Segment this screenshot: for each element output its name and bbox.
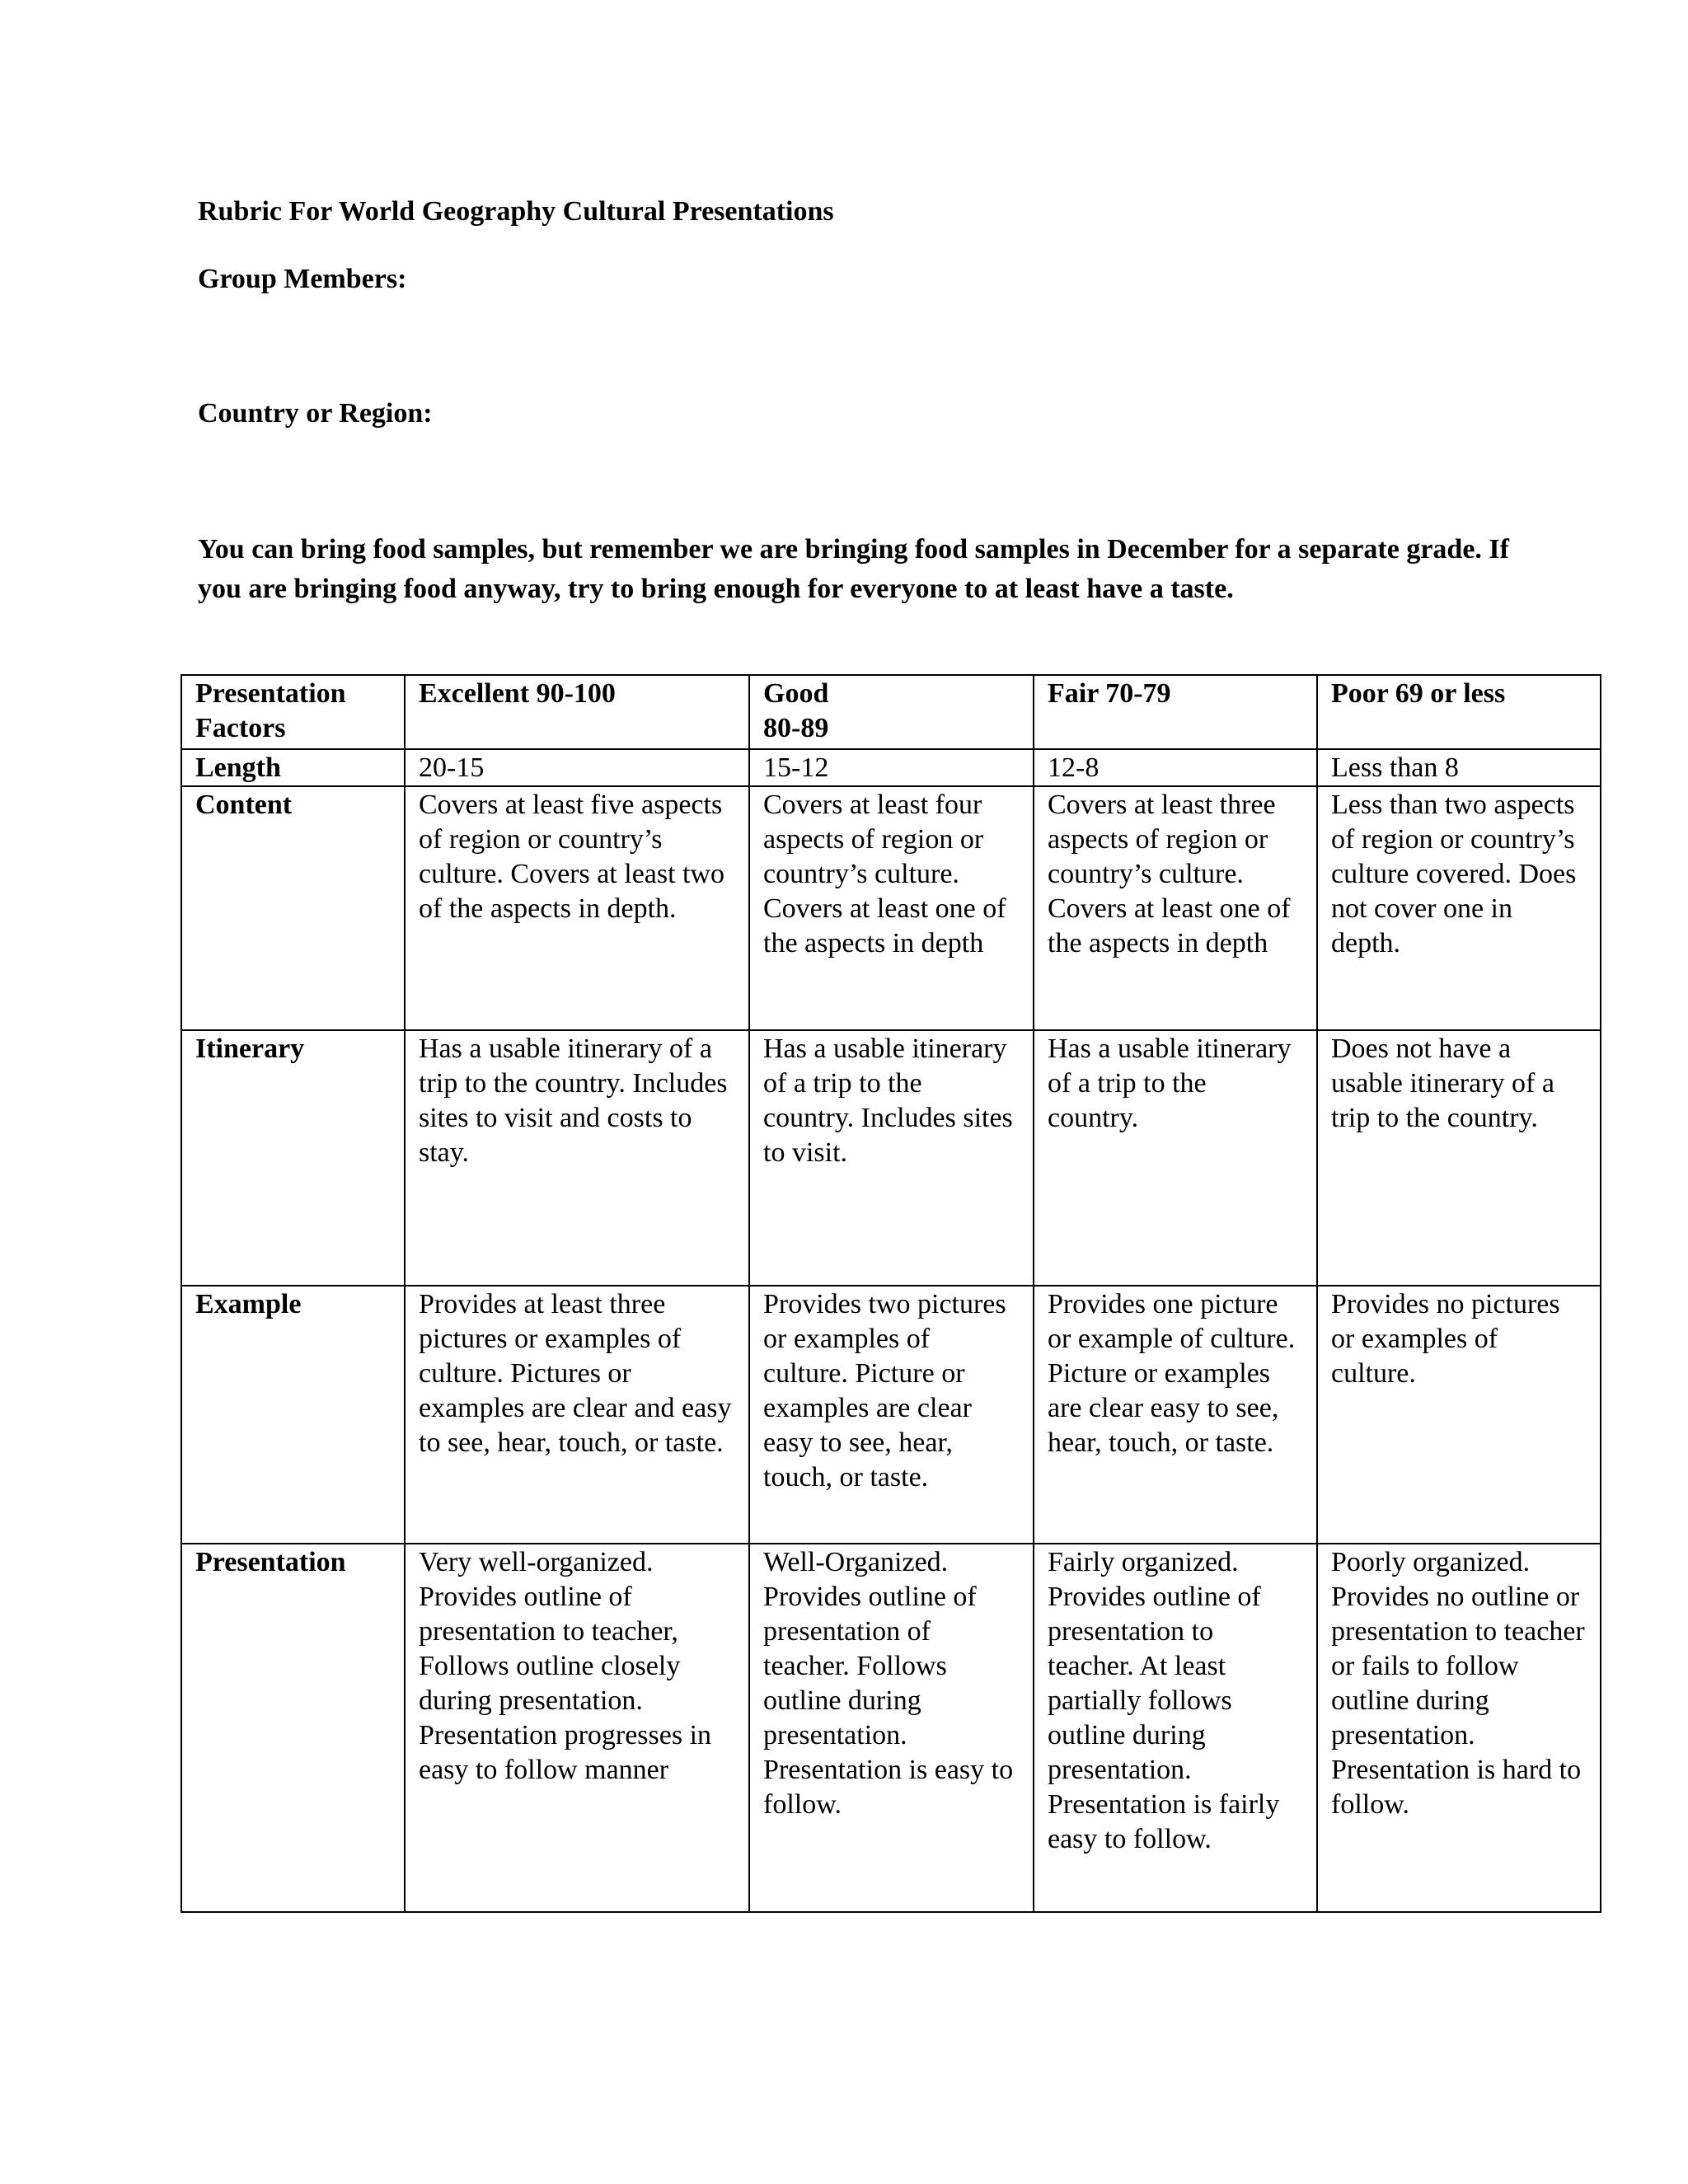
- rubric-row-length: [181, 749, 1601, 786]
- header-excellent: Excellent 90-100: [405, 675, 749, 749]
- example-good: Provides two pictures or examples of culture. Picture or examples are clear easy to see, hear, touch, or taste.: [749, 1286, 1034, 1544]
- header-fair: Fair 70-79: [1034, 675, 1317, 749]
- presentation-fair: Fairly organized. Provides outline of presentation to teacher. At least partially follows outline during presentation. Presentation is fairly easy to follow.: [1034, 1544, 1317, 1912]
- example-excellent: Provides at least three pictures or examples of culture. Pictures or examples are clear and easy to see, hear, touch, or taste.: [405, 1286, 749, 1544]
- rubric-header-row: [181, 675, 1601, 749]
- header-good: Good 80-89: [749, 675, 1034, 749]
- presentation-good: Well-Organized. Provides outline of presentation of teacher. Follows outline during presentation. Presentation is easy to follow.: [749, 1544, 1034, 1912]
- food-samples-note: You can bring food samples, but remember we are bringing food samples in December for a separate grade. If you are bringing food anyway, try to bring enough for everyone to at least have a taste.: [198, 534, 1509, 604]
- rubric-row-presentation: [181, 1544, 1601, 1912]
- header-poor: Poor 69 or less: [1317, 675, 1601, 749]
- group-members-label: Group Members:: [198, 264, 407, 294]
- itinerary-poor: Does not have a usable itinerary of a trip to the country.: [1317, 1030, 1601, 1286]
- rubric-table: [181, 674, 1601, 1913]
- factor-itinerary: Itinerary: [181, 1030, 405, 1286]
- length-excellent: 20-15: [405, 749, 749, 786]
- rubric-row-content: [181, 786, 1601, 1030]
- country-region-label: Country or Region:: [198, 398, 433, 429]
- example-poor: Provides no pictures or examples of culture.: [1317, 1286, 1601, 1544]
- content-fair: Covers at least three aspects of region or country’s culture. Covers at least one of the aspects in depth: [1034, 786, 1317, 1030]
- factor-content: Content: [181, 786, 405, 1030]
- factor-presentation: Presentation: [181, 1544, 405, 1912]
- rubric-row-example: [181, 1286, 1601, 1544]
- rubric-row-itinerary: [181, 1030, 1601, 1286]
- presentation-excellent: Very well-organized. Provides outline of presentation to teacher, Follows outline closely during presentation. Presentation progresses in easy to follow manner: [405, 1544, 749, 1912]
- presentation-poor: Poorly organized. Provides no outline or presentation to teacher or fails to follow outline during presentation. Presentation is hard to follow.: [1317, 1544, 1601, 1912]
- example-fair: Provides one picture or example of culture. Picture or examples are clear easy to see, hear, touch, or taste.: [1034, 1286, 1317, 1544]
- length-fair: 12-8: [1034, 749, 1317, 786]
- document-title: Rubric For World Geography Cultural Presentations: [198, 196, 834, 227]
- itinerary-excellent: Has a usable itinerary of a trip to the country. Includes sites to visit and costs to stay.: [405, 1030, 749, 1286]
- factor-length: Length: [181, 749, 405, 786]
- content-good: Covers at least four aspects of region or country’s culture. Covers at least one of the aspects in depth: [749, 786, 1034, 1030]
- itinerary-fair: Has a usable itinerary of a trip to the country.: [1034, 1030, 1317, 1286]
- itinerary-good: Has a usable itinerary of a trip to the country. Includes sites to visit.: [749, 1030, 1034, 1286]
- header-presentation-factors: Presentation Factors: [181, 675, 405, 749]
- factor-example: Example: [181, 1286, 405, 1544]
- length-good: 15-12: [749, 749, 1034, 786]
- length-poor: Less than 8: [1317, 749, 1601, 786]
- content-excellent: Covers at least five aspects of region or country’s culture. Covers at least two of the aspects in depth.: [405, 786, 749, 1030]
- content-poor: Less than two aspects of region or country’s culture covered. Does not cover one in depth.: [1317, 786, 1601, 1030]
